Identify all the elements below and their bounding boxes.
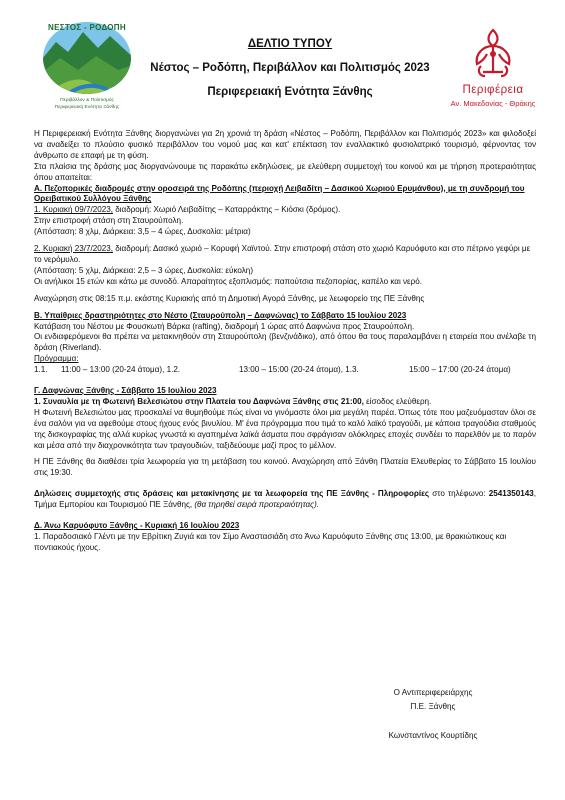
section-c-event-title: 1. Συναυλία με τη Φωτεινή Βελεσιώτου στην Πλατεία του Δαφνώνα Ξάνθης στις 21:00, [34,396,364,406]
document-title: ΔΕΛΤΙΟ ΤΥΠΟΥ [247,38,333,50]
program-slot-3: 15:00 – 17:00 (20-24 άτομα) [409,365,511,375]
section-d-heading: Δ. Άνω Καρυόφυτο Ξάνθης - Κυριακή 16 Ιουλίου 2023 [34,521,240,531]
intro-paragraph-2: Στα πλαίσια της δράσης μας διοργανώνουμε τις παρακάτω εκδηλώσεις, με ελεύθερη συμμετοχή του κοινού και με τήρηση προτεραιότητας όπου απαιτείται: [34,161,536,182]
section-a-item-1-date: 1. Κυριακή 09/7/2023, [34,205,113,215]
section-d-paragraph: 1. Παραδοσιακό Γλέντι με την Εβρίτικη Ζυγιά και τον Σίμο Αναστασιάδη στο Άνω Καρυόφυτο Ξάνθης στις 13:00, με θρακιώτικους και ποντιακούς ήχους. [34,532,507,552]
contact-bold: Δηλώσεις συμμετοχής στις δράσεις και μετακίνησης με τα λεωφορεία της ΠΕ Ξάνθης - Πληροφορίες [34,489,430,499]
intro-paragraph-1: Η Περιφερειακή Ενότητα Ξάνθης διοργανώνει για 2η χρονιά τη δράση «Νέστος – Ροδόπη, Περιβάλλον και Πολιτισμός 2023» και φιλοδοξεί να αναδείξει το πλούσιο φυσικό περιβάλλον του νομού μας και κατ' επέκταση τον εναλλακτικό φυσιολατρικό τουρισμό, φέρνοντας τον άνθρωπο σε επαφή με τη φύση. [34,129,536,160]
region-emblem-icon [465,26,521,82]
region-subtitle: Αν. Μακεδονίας - Θράκης [450,99,536,108]
document-body [34,129,536,554]
contact-text-2: , Τμήμα Εμπορίου και Τουρισμού ΠΕ Ξάνθης, [34,489,536,510]
document-subtitle: Νέστος – Ροδόπη, Περιβάλλον και Πολιτισμός 2023 [150,62,430,74]
section-a-item-2 [34,244,536,266]
signature-name: Κωνσταντίνος Κουρτίδης [388,731,478,740]
regional-unit-title: Περιφερειακή Ενότητα Ξάνθης [207,86,373,98]
program-slot-1: 1.1. 11:00 – 13:00 (20-24 άτομα), 1.2. [34,365,181,375]
logo-caption-2: Περιφερειακή Ενότητα Ξάνθης [54,105,120,110]
section-b-program [34,365,536,376]
section-a-item-1-info: (Απόσταση: 8 χλμ, Διάρκεια: 3,5 – 4 ώρες, Δυσκολία: μέτρια) [34,227,251,237]
section-c-bus: Η ΠΕ Ξάνθης θα διαθέσει τρία λεωφορεία για τη μετάβαση του κοινού. Αναχώρηση από Ξάνθη Πλατεία Ελευθερίας το Σάββατο 15 Ιουλίου στις 19:30. [34,457,536,478]
section-b-heading: Β. Υπαίθριες δραστηριότητες στο Νέστο (Σταυρούπολη – Δαφνώνας) το Σάββατο 15 Ιουλίου 2023 [34,310,407,320]
signature-role: Ο Αντιπεριφερειάρχης [393,688,473,697]
section-a-item-1-text: διαδρομή: Χωριό Λειβαδίτης – Καταρράκτης – Κιόσκι (δρόμος). [112,205,341,215]
section-b-program-label: Πρόγραμμα: [34,354,79,364]
section-b-paragraph-1: Κατάβαση του Νέστου με Φουσκωτή Βάρκα (rafting), διαδρομή 1 ώρας από Δαφνώνα προς Σταυρούπολη. [34,321,415,331]
section-c-event [34,397,536,408]
contact-text-1: στο τηλέφωνο: [429,489,489,499]
section-a-item-1-return: Στην επιστροφή στάση στη Σταυρούπολη. [34,216,184,226]
region-name: Περιφέρεια [462,84,524,96]
section-a-item-2-date: 2. Κυριακή 23/7/2023, [34,244,113,254]
contact-info [34,489,536,511]
region-logo [448,26,538,116]
section-b-paragraph-2: Οι ενδιαφερόμενοι θα πρέπει να μετακινηθούν στη Σταυρούπολη (βενζινάδικο), από όπου θα τους παραλαμβάνει η εταιρεία που ανέλαβε τη δράση (Riverland). [34,332,536,353]
section-a-note: Οι ανήλικοι 15 ετών και κάτω με συνοδό. Απαραίτητος εξοπλισμός: παπούτσια πεζοπορίας, καπέλο και νερό. [34,276,422,286]
section-c-event-rest: είσοδος ελεύθερη. [363,396,432,406]
nestos-rodopi-logo [38,14,136,116]
program-slot-2: 13:00 – 15:00 (20-24 άτομα), 1.3. [239,365,359,375]
section-c-heading: Γ. Δαφνώνας Ξάνθης - Σάββατο 15 Ιουλίου 2023 [34,386,217,396]
section-a-heading: Α. Πεζοπορικές διαδρομές στην οροσειρά της Ροδόπης (περιοχή Λειβαδίτη – Δασικού Χωριού Ερυμάνθου), με τη συνδρομή του Ορειβατικού Συλλόγου Ξάνθης [34,183,525,204]
contact-priority-note: (θα τηρηθεί σειρά προτεραιότητας). [194,500,320,510]
logo-caption-1: Περιβάλλον & Πολιτισμός [60,98,114,103]
section-a-departure: Αναχώρηση στις 08:15 π.μ. εκάστης Κυριακής από τη Δημοτική Αγορά Ξάνθης, με λεωφορείο της ΠΕ Ξάνθης [34,293,425,303]
section-a-item-2-text: διαδρομή: Δασικό χωριό – Κορυφή Χαϊντού. Στην επιστροφή στάση στο χωριό Καρυόφυτο και στο πέτρινο γεφύρι με το νερόμυλο. [34,244,531,264]
section-c-paragraph: Η Φωτεινή Βελεσιώτου μας προσκαλεί να θυμηθούμε πώς είναι να γινόμαστε όλοι μια μεγάλη παρέα. Όπως τότε που μαζευόμασταν όλοι σε ένα σαλόνι για να αφεθούμε στους ήχους ενός βινυλίου. Μ' ένα πρόγραμμα που τιμά το καλό λαϊκό τραγούδι, με κάποια τραγούδια σταθμούς της δισκογραφίας της αλλά κυρίως γνωστά κι αγαπημένα λαϊκά άσματα που σφράγισαν ολόκληρες εποχές συνδέει το παρελθόν με το παρόν και μέσα από την διαχρονικότητα των τραγουδιών, ταξιδεύουμε μαζί προς το μέλλον. [34,407,536,450]
section-a-item-1 [34,205,536,216]
signature-unit: Π.Ε. Ξάνθης [410,702,456,711]
section-a-item-2-info: (Απόσταση: 5 χλμ, Διάρκεια: 2,5 – 3 ώρες, Δυσκολία: εύκολη) [34,265,254,275]
logo-title: ΝΕΣΤΟΣ - ΡΟΔΟΠΗ [48,23,126,32]
contact-phone: 2541350143 [488,489,534,499]
